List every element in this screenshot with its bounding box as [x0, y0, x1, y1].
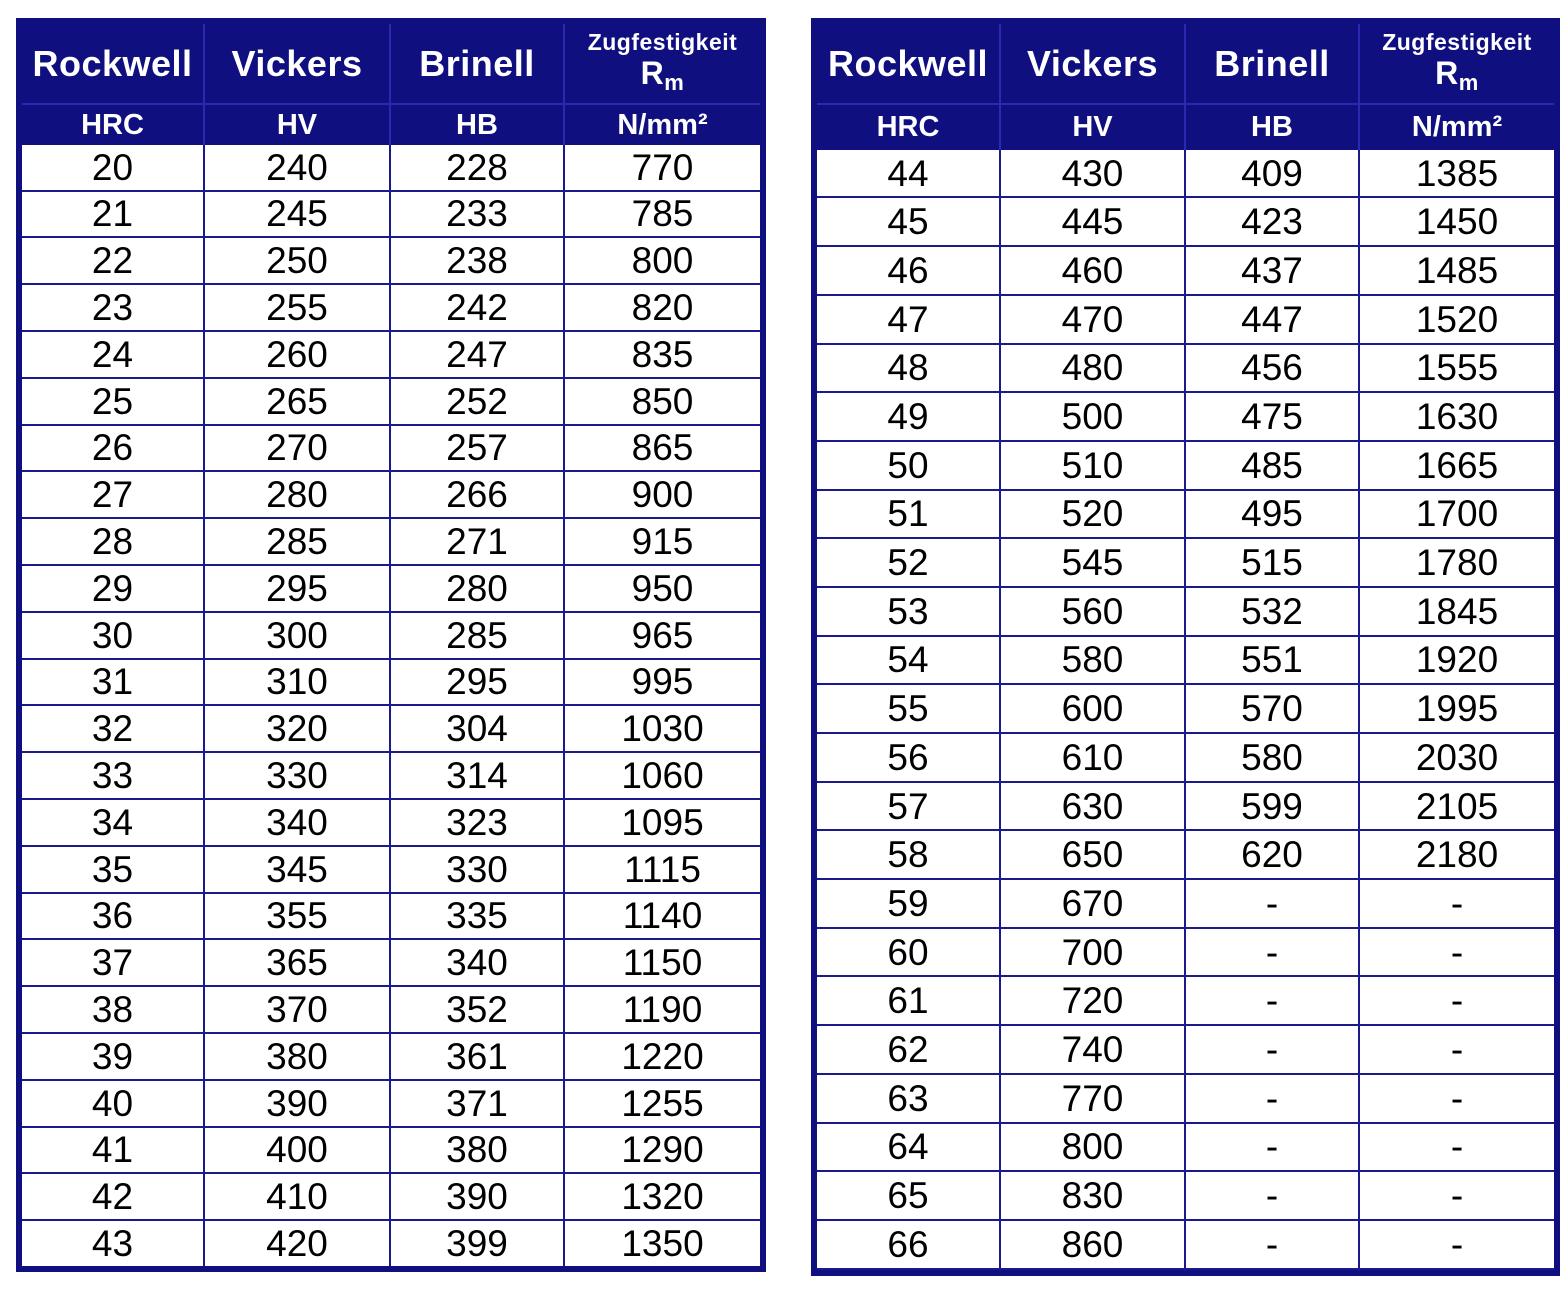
hb-cell: 485	[1185, 441, 1359, 490]
hrc-cell: 21	[22, 191, 204, 238]
hb-cell: 495	[1185, 490, 1359, 539]
tensile-strength-label: Zugfestigkeit	[1382, 28, 1532, 55]
table-row	[22, 986, 760, 1033]
hv-cell: 430	[1000, 150, 1185, 197]
hv-cell: 600	[1000, 684, 1185, 733]
hb-cell: -	[1185, 928, 1359, 977]
table-row	[817, 976, 1554, 1025]
tensile-cell: 835	[564, 331, 760, 378]
hrc-cell: 22	[22, 237, 204, 284]
hrc-cell: 47	[817, 295, 1000, 344]
hb-cell: 280	[390, 565, 564, 612]
table-row	[22, 471, 760, 518]
tensile-strength-label: Zugfestigkeit	[587, 28, 738, 55]
brinell-header: Brinell	[1185, 24, 1359, 104]
table-row	[22, 284, 760, 331]
hrc-cell: 64	[817, 1123, 1000, 1172]
table-row	[817, 1171, 1554, 1220]
tensile-cell: 865	[564, 425, 760, 472]
hb-cell: 352	[390, 986, 564, 1033]
tensile-cell: -	[1359, 1123, 1554, 1172]
tensile-cell: 1095	[564, 799, 760, 846]
hb-cell: 390	[390, 1173, 564, 1220]
table-row	[817, 733, 1554, 782]
hrc-cell: 61	[817, 976, 1000, 1025]
hv-unit-header: HV	[204, 104, 390, 145]
table-row	[22, 659, 760, 706]
hb-cell: 271	[390, 518, 564, 565]
table-row	[22, 846, 760, 893]
hrc-cell: 42	[22, 1173, 204, 1220]
table-row	[817, 1025, 1554, 1074]
hv-cell: 250	[204, 237, 390, 284]
conversion-table	[22, 24, 760, 1266]
hardness-table-left	[16, 18, 766, 1272]
hv-cell: 400	[204, 1127, 390, 1174]
hb-cell: 335	[390, 893, 564, 940]
table-row	[22, 1173, 760, 1220]
hv-cell: 445	[1000, 197, 1185, 246]
tensile-cell: 1350	[564, 1220, 760, 1266]
hb-cell: 599	[1185, 782, 1359, 831]
hrc-cell: 48	[817, 344, 1000, 393]
hv-cell: 460	[1000, 246, 1185, 295]
table-row	[22, 1220, 760, 1266]
hb-cell: 399	[390, 1220, 564, 1266]
tensile-cell: 995	[564, 659, 760, 706]
hb-cell: 285	[390, 612, 564, 659]
hb-cell: -	[1185, 879, 1359, 928]
hrc-cell: 36	[22, 893, 204, 940]
table-row	[817, 344, 1554, 393]
hb-cell: 475	[1185, 392, 1359, 441]
tensile-cell: 1450	[1359, 197, 1554, 246]
table-row	[817, 830, 1554, 879]
hb-cell: 456	[1185, 344, 1359, 393]
hv-cell: 560	[1000, 587, 1185, 636]
table-body	[817, 150, 1554, 1270]
tensile-cell: 965	[564, 612, 760, 659]
hrc-cell: 24	[22, 331, 204, 378]
hb-cell: 314	[390, 752, 564, 799]
tensile-cell: -	[1359, 879, 1554, 928]
hv-cell: 265	[204, 378, 390, 425]
tensile-cell: 1700	[1359, 490, 1554, 539]
tensile-strength-header	[1359, 24, 1554, 104]
hv-cell: 520	[1000, 490, 1185, 539]
hrc-cell: 52	[817, 538, 1000, 587]
table-row	[22, 1080, 760, 1127]
hrc-cell: 35	[22, 846, 204, 893]
hrc-cell: 50	[817, 441, 1000, 490]
table-row	[22, 799, 760, 846]
table-row	[22, 893, 760, 940]
table-row	[22, 1033, 760, 1080]
table-row	[817, 490, 1554, 539]
hv-cell: 355	[204, 893, 390, 940]
hb-cell: 252	[390, 378, 564, 425]
tensile-cell: 1115	[564, 846, 760, 893]
hrc-unit-header: HRC	[22, 104, 204, 145]
tensile-cell: 915	[564, 518, 760, 565]
hv-cell: 310	[204, 659, 390, 706]
tensile-cell: 785	[564, 191, 760, 238]
hv-cell: 285	[204, 518, 390, 565]
hv-cell: 260	[204, 331, 390, 378]
table-row	[22, 752, 760, 799]
tensile-cell: 1030	[564, 705, 760, 752]
tensile-cell: 2030	[1359, 733, 1554, 782]
hv-cell: 410	[204, 1173, 390, 1220]
hrc-cell: 25	[22, 378, 204, 425]
hrc-cell: 45	[817, 197, 1000, 246]
hb-cell: 409	[1185, 150, 1359, 197]
tensile-cell: -	[1359, 928, 1554, 977]
hrc-cell: 53	[817, 587, 1000, 636]
hv-cell: 300	[204, 612, 390, 659]
tensile-cell: -	[1359, 976, 1554, 1025]
hrc-cell: 29	[22, 565, 204, 612]
hv-cell: 240	[204, 145, 390, 191]
hb-unit-header: HB	[1185, 104, 1359, 150]
hv-cell: 670	[1000, 879, 1185, 928]
table-row	[817, 1269, 1554, 1270]
table-row	[22, 425, 760, 472]
tensile-cell: 1920	[1359, 636, 1554, 685]
hv-cell: 480	[1000, 344, 1185, 393]
hv-cell: 380	[204, 1033, 390, 1080]
hb-cell: 380	[390, 1127, 564, 1174]
hb-cell: 371	[390, 1080, 564, 1127]
table-row	[22, 939, 760, 986]
hb-cell: -	[1185, 1123, 1359, 1172]
tensile-cell: 800	[564, 237, 760, 284]
hrc-cell: 65	[817, 1171, 1000, 1220]
tensile-cell: 770	[564, 145, 760, 191]
table-row	[817, 684, 1554, 733]
table-row	[817, 392, 1554, 441]
hv-cell: 340	[204, 799, 390, 846]
table-row	[22, 331, 760, 378]
hv-unit-header: HV	[1000, 104, 1185, 150]
hrc-cell: 30	[22, 612, 204, 659]
table-row	[817, 879, 1554, 928]
hrc-cell: 41	[22, 1127, 204, 1174]
tensile-cell: 1255	[564, 1080, 760, 1127]
table-row	[817, 197, 1554, 246]
hv-cell: 245	[204, 191, 390, 238]
hv-cell	[1000, 1269, 1185, 1270]
hb-cell: -	[1185, 1025, 1359, 1074]
tensile-cell	[1359, 1269, 1554, 1270]
hb-cell: 423	[1185, 197, 1359, 246]
hv-cell: 370	[204, 986, 390, 1033]
hb-cell: 437	[1185, 246, 1359, 295]
table-row	[22, 518, 760, 565]
hb-cell: -	[1185, 1074, 1359, 1123]
tensile-cell: 2105	[1359, 782, 1554, 831]
hv-cell: 830	[1000, 1171, 1185, 1220]
hv-cell: 420	[204, 1220, 390, 1266]
tensile-cell: 1290	[564, 1127, 760, 1174]
hrc-cell: 55	[817, 684, 1000, 733]
hb-cell: 340	[390, 939, 564, 986]
hrc-cell: 37	[22, 939, 204, 986]
tensile-cell: 1060	[564, 752, 760, 799]
hv-cell: 610	[1000, 733, 1185, 782]
hv-cell: 860	[1000, 1220, 1185, 1269]
tensile-cell: -	[1359, 1171, 1554, 1220]
hrc-cell: 38	[22, 986, 204, 1033]
hv-cell: 365	[204, 939, 390, 986]
hrc-cell: 51	[817, 490, 1000, 539]
tensile-cell: 1555	[1359, 344, 1554, 393]
tensile-cell: 1780	[1359, 538, 1554, 587]
hrc-cell: 60	[817, 928, 1000, 977]
hb-cell: 247	[390, 331, 564, 378]
hb-cell: 233	[390, 191, 564, 238]
hv-cell: 700	[1000, 928, 1185, 977]
hb-cell: 257	[390, 425, 564, 472]
hb-cell: 242	[390, 284, 564, 331]
hv-cell: 545	[1000, 538, 1185, 587]
hb-cell: 580	[1185, 733, 1359, 782]
hb-cell: 570	[1185, 684, 1359, 733]
hv-cell: 330	[204, 752, 390, 799]
hrc-cell: 56	[817, 733, 1000, 782]
hv-cell: 650	[1000, 830, 1185, 879]
hb-cell: 238	[390, 237, 564, 284]
hrc-cell: 49	[817, 392, 1000, 441]
hrc-cell: 28	[22, 518, 204, 565]
tensile-cell: -	[1359, 1025, 1554, 1074]
hv-cell: 255	[204, 284, 390, 331]
table-row	[817, 1123, 1554, 1172]
table-row	[22, 237, 760, 284]
rockwell-header: Rockwell	[22, 24, 204, 104]
nmm2-unit-header: N/mm²	[1359, 104, 1554, 150]
hb-cell: 447	[1185, 295, 1359, 344]
hrc-cell: 39	[22, 1033, 204, 1080]
conversion-table	[817, 24, 1554, 1270]
hv-cell: 800	[1000, 1123, 1185, 1172]
hrc-cell: 27	[22, 471, 204, 518]
tensile-cell: 1220	[564, 1033, 760, 1080]
hb-cell	[1185, 1269, 1359, 1270]
hrc-cell: 54	[817, 636, 1000, 685]
hrc-cell: 66	[817, 1220, 1000, 1269]
tensile-cell: 1190	[564, 986, 760, 1033]
tensile-cell: 1150	[564, 939, 760, 986]
hv-cell: 320	[204, 705, 390, 752]
hv-cell: 295	[204, 565, 390, 612]
hb-cell: 620	[1185, 830, 1359, 879]
hardness-table-right	[811, 18, 1560, 1276]
hrc-cell: 59	[817, 879, 1000, 928]
hv-cell: 280	[204, 471, 390, 518]
rockwell-header: Rockwell	[817, 24, 1000, 104]
hrc-cell: 62	[817, 1025, 1000, 1074]
hv-cell: 720	[1000, 976, 1185, 1025]
hv-cell: 500	[1000, 392, 1185, 441]
tensile-cell: 1995	[1359, 684, 1554, 733]
tensile-cell: 1665	[1359, 441, 1554, 490]
table-row	[817, 441, 1554, 490]
hb-cell: 551	[1185, 636, 1359, 685]
table-row	[817, 1074, 1554, 1123]
hv-cell: 470	[1000, 295, 1185, 344]
hb-cell: 295	[390, 659, 564, 706]
tensile-cell: 1630	[1359, 392, 1554, 441]
table-body	[22, 145, 760, 1266]
hb-cell: 330	[390, 846, 564, 893]
table-row	[817, 587, 1554, 636]
hb-cell: -	[1185, 1171, 1359, 1220]
table-row	[817, 1220, 1554, 1269]
hrc-cell: 63	[817, 1074, 1000, 1123]
hb-cell: 515	[1185, 538, 1359, 587]
hb-cell: -	[1185, 976, 1359, 1025]
tensile-cell: 1485	[1359, 246, 1554, 295]
table-row	[22, 191, 760, 238]
table-row	[817, 150, 1554, 197]
hb-cell: 228	[390, 145, 564, 191]
tensile-cell: 1140	[564, 893, 760, 940]
hb-cell: 323	[390, 799, 564, 846]
hrc-cell: 58	[817, 830, 1000, 879]
tensile-cell: 1320	[564, 1173, 760, 1220]
table-row	[22, 565, 760, 612]
table-row	[22, 612, 760, 659]
brinell-header: Brinell	[390, 24, 564, 104]
tensile-cell: 900	[564, 471, 760, 518]
tensile-strength-symbol: $R_m$	[640, 54, 685, 95]
hrc-cell: 32	[22, 705, 204, 752]
table-row	[22, 1127, 760, 1174]
hb-unit-header: HB	[390, 104, 564, 145]
table-row	[22, 145, 760, 191]
table-row	[817, 538, 1554, 587]
tensile-cell: 2180	[1359, 830, 1554, 879]
hrc-cell: 34	[22, 799, 204, 846]
table-row	[22, 378, 760, 425]
tensile-cell: 1385	[1359, 150, 1554, 197]
hv-cell: 740	[1000, 1025, 1185, 1074]
hv-cell: 270	[204, 425, 390, 472]
table-row	[22, 705, 760, 752]
tensile-cell: 1845	[1359, 587, 1554, 636]
hrc-unit-header: HRC	[817, 104, 1000, 150]
hb-cell: 266	[390, 471, 564, 518]
tensile-cell: -	[1359, 1220, 1554, 1269]
hrc-cell: 26	[22, 425, 204, 472]
hv-cell: 630	[1000, 782, 1185, 831]
tensile-cell: 1520	[1359, 295, 1554, 344]
hb-cell: 361	[390, 1033, 564, 1080]
hv-cell: 390	[204, 1080, 390, 1127]
tensile-cell: -	[1359, 1074, 1554, 1123]
hv-cell: 345	[204, 846, 390, 893]
table-row	[817, 295, 1554, 344]
tensile-cell: 820	[564, 284, 760, 331]
tensile-cell: 850	[564, 378, 760, 425]
table-row	[817, 636, 1554, 685]
tensile-strength-header	[564, 24, 760, 104]
hv-cell: 580	[1000, 636, 1185, 685]
hrc-cell: 20	[22, 145, 204, 191]
hrc-cell: 57	[817, 782, 1000, 831]
vickers-header: Vickers	[204, 24, 390, 104]
vickers-header: Vickers	[1000, 24, 1185, 104]
hb-cell: 304	[390, 705, 564, 752]
hv-cell: 770	[1000, 1074, 1185, 1123]
hrc-cell: 43	[91, 1223, 134, 1265]
hrc-cell: 40	[22, 1080, 204, 1127]
hrc-cell: 44	[817, 150, 1000, 197]
hrc-cell: 33	[22, 752, 204, 799]
hb-cell: 532	[1185, 587, 1359, 636]
table-row	[817, 246, 1554, 295]
table-row	[817, 928, 1554, 977]
hrc-cell: 31	[22, 659, 204, 706]
tensile-strength-symbol: $R_m$	[1435, 54, 1479, 95]
hrc-cell	[817, 1269, 1000, 1270]
hb-cell: -	[1185, 1220, 1359, 1269]
tensile-cell: 950	[564, 565, 760, 612]
table-row	[817, 782, 1554, 831]
hrc-cell: 46	[817, 246, 1000, 295]
hrc-cell: 23	[22, 284, 204, 331]
nmm2-unit-header: N/mm²	[564, 104, 760, 145]
hv-cell: 510	[1000, 441, 1185, 490]
